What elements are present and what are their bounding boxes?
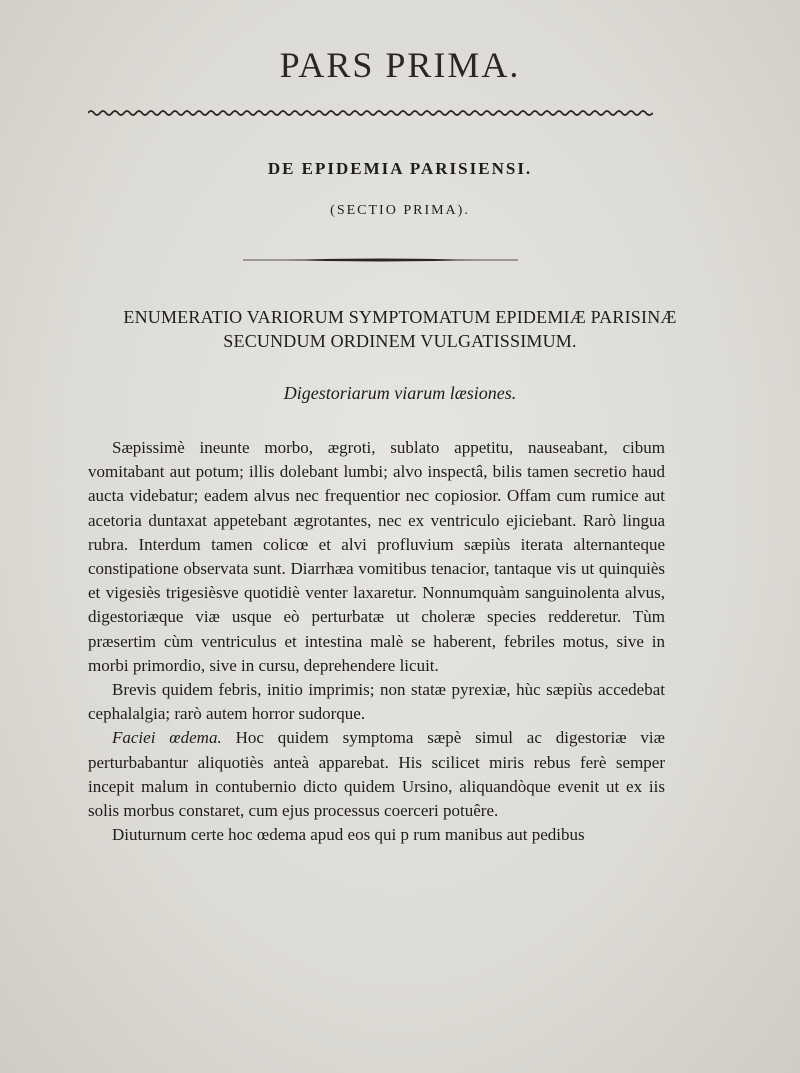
paragraph-4: Diuturnum certe hoc œdema apud eos qui p rum manibus aut pedibus: [112, 825, 585, 845]
paragraph-3-italic-lead: Faciei œdema.: [112, 728, 222, 748]
ornamental-wavy-rule: [88, 108, 653, 118]
enumeration-title-line-2: SECUNDUM ORDINEM VULGATISSIMUM.: [223, 331, 577, 351]
section-subheading: (SECTIO PRIMA).: [330, 203, 470, 218]
body-text: [88, 436, 665, 847]
section-heading: DE EPIDEMIA PARISIENSI.: [267, 159, 533, 178]
page-title: PARS PRIMA.: [279, 45, 521, 85]
ornamental-short-rule: [243, 256, 518, 264]
enumeration-title: [0, 305, 800, 353]
paragraph-3: [88, 726, 665, 823]
enumeration-title-line-1: ENUMERATIO VARIORUM SYMPTOMATUM EPIDEMIÆ PARISINÆ: [123, 307, 677, 327]
paragraph-3-text: Hoc quidem symptoma sæpè simul ac digestoriæ viæ perturbabantur aliquotiès anteà apparebat. His scilicet miris rebus ferè semper incepit malum in contubernio dicto quidem Ursino, aliquandòque evenit ut ex iis solis morbus constaret, cum ejus processus coerceri potuêre.: [88, 728, 665, 821]
enumeration-subtitle: Digestoriarum viarum læsiones.: [283, 383, 517, 403]
paragraph-2: Brevis quidem febris, initio imprimis; non statæ pyrexiæ, hùc sæpiùs accedebat cephalalgia; rarò autem horror sudorque.: [88, 680, 665, 724]
paragraph-1: Sæpissimè ineunte morbo, ægroti, sublato appetitu, nauseabant, cibum vomitabant aut potum; illis dolebant lumbi; alvo inspectâ, bilis tamen secretio haud aucta videbatur; eadem alvus nec frequentior nec copiosior. Offam cum rumice aut acetoria duntaxat appetebant ægrotantes, nec ex ventriculo ejiciebant. Rarò lingua rubra. Interdum tamen colicœ et alvi profluvium sæpiùs iterata alternanteque constipatione observata sunt. Diarrhæa vomitibus tenacior, tantaque vis ut quinquiès et vigesiès trigesièsve quotidiè venter laxaretur. Nonnumquàm sanguinolenta alvus, digestoriæque viæ usque eò perturbatæ ut choleræ species redderetur. Tùm præsertim cùm ventriculus et intestina malè se haberent, febriles motus, sive in morbi primordio, sive in cursu, deprehendere licuit.: [88, 438, 665, 675]
